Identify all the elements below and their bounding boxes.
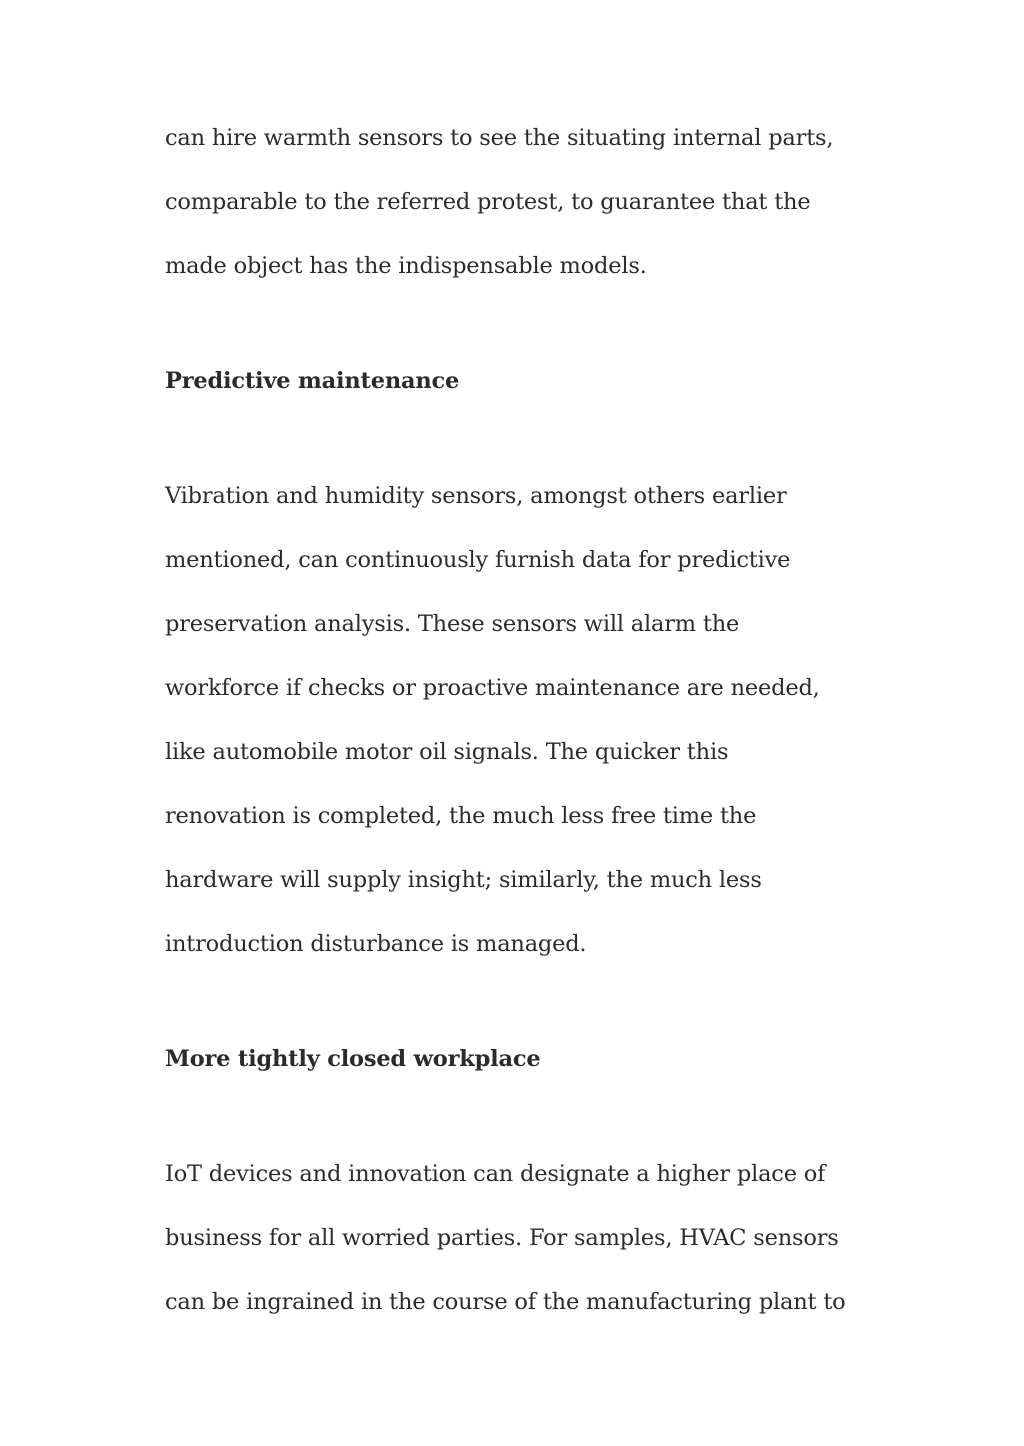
text-line: mentioned, can continuously furnish data for predictive (165, 547, 791, 573)
paragraph-secure-workplace (165, 1142, 865, 1334)
text-line: comparable to the referred protest, to guarantee that the (165, 189, 811, 215)
text-line: can be ingrained in the course of the manufacturing plant to (165, 1289, 846, 1315)
paragraph-intro (165, 106, 865, 298)
paragraph-predictive-maintenance (165, 464, 865, 976)
section-heading-secure-workplace: More tightly closed workplace (165, 1046, 541, 1072)
text-line: like automobile motor oil signals. The quicker this (165, 739, 729, 765)
text-line: preservation analysis. These sensors will alarm the (165, 611, 740, 637)
text-line: can hire warmth sensors to see the situating internal parts, (165, 125, 834, 151)
text-line: introduction disturbance is managed. (165, 931, 587, 957)
text-line: hardware will supply insight; similarly, the much less (165, 867, 762, 893)
text-line: workforce if checks or proactive maintenance are needed, (165, 675, 820, 701)
document-body (165, 106, 865, 1334)
text-line: made object has the indispensable models. (165, 253, 647, 279)
text-line: renovation is completed, the much less free time the (165, 803, 757, 829)
text-line: Vibration and humidity sensors, amongst others earlier (165, 483, 787, 509)
text-line: IoT devices and innovation can designate a higher place of (165, 1161, 826, 1187)
text-line: business for all worried parties. For samples, HVAC sensors (165, 1225, 839, 1251)
section-heading-predictive-maintenance: Predictive maintenance (165, 368, 460, 394)
